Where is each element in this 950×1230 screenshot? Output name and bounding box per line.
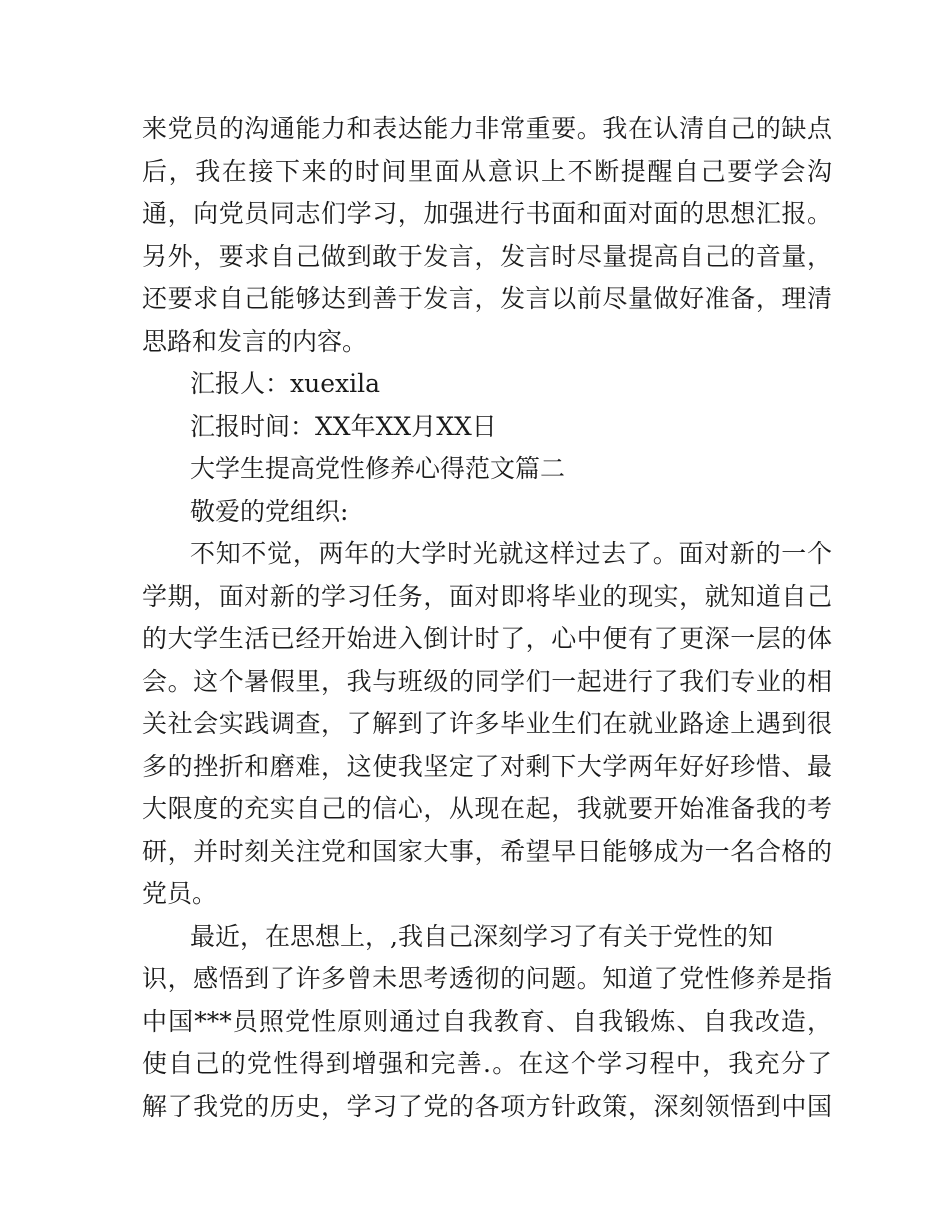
reporter-line: 汇报人：xuexila bbox=[190, 369, 380, 398]
text-line: 中国***员照党性原则通过自我教育、自我锻炼、自我改造， bbox=[142, 1006, 832, 1036]
text-line: 关社会实践调查，了解到了许多毕业生们在就业路途上遇到很 bbox=[142, 709, 832, 738]
text-line: 来党员的沟通能力和表达能力非常重要。我在认清自己的缺点 bbox=[142, 114, 832, 143]
text-line: 最近，在思想上，,我自己深刻学习了有关于党性的知 bbox=[190, 921, 773, 951]
text-line: 学期，面对新的学习任务，面对即将毕业的现实，就知道自己 bbox=[142, 581, 832, 611]
document-body bbox=[142, 108, 832, 1128]
text-line: 使自己的党性得到增强和完善.。在这个学习程中，我充分了 bbox=[142, 1049, 832, 1078]
text-line: 另外，要求自己做到敢于发言，发言时尽量提高自己的音量， bbox=[142, 241, 832, 271]
salutation: 敬爱的党组织: bbox=[190, 496, 349, 526]
text-line: 研，并时刻关注党和国家大事，希望早日能够成为一名合格的 bbox=[142, 836, 832, 866]
section-title: 大学生提高党性修养心得范文篇二 bbox=[190, 454, 566, 483]
text-line: 思路和发言的内容。 bbox=[142, 326, 368, 356]
text-line: 会。这个暑假里，我与班级的同学们一起进行了我们专业的相 bbox=[142, 666, 832, 696]
text-line: 党员。 bbox=[142, 879, 218, 908]
text-line: 大限度的充实自己的信心，从现在起，我就要开始准备我的考 bbox=[142, 794, 832, 823]
text-line: 不知不觉，两年的大学时光就这样过去了。面对新的一个 bbox=[190, 539, 832, 568]
text-line: 识，感悟到了许多曾未思考透彻的问题。知道了党性修养是指 bbox=[142, 964, 832, 993]
text-line: 通，向党员同志们学习，加强进行书面和面对面的思想汇报。 bbox=[142, 199, 832, 228]
text-line: 还要求自己能够达到善于发言，发言以前尽量做好准备，理清 bbox=[142, 284, 832, 313]
text-line: 多的挫折和磨难，这使我坚定了对剩下大学两年好好珍惜、最 bbox=[142, 751, 832, 781]
text-line: 解了我党的历史，学习了党的各项方针政策，深刻领悟到中国 bbox=[142, 1091, 832, 1121]
report-date-line: 汇报时间：XX年XX月XX日 bbox=[190, 411, 497, 441]
text-line: 后，我在接下来的时间里面从意识上不断提醒自己要学会沟 bbox=[142, 156, 832, 186]
text-line: 的大学生活已经开始进入倒计时了，心中便有了更深一层的体 bbox=[142, 624, 832, 653]
